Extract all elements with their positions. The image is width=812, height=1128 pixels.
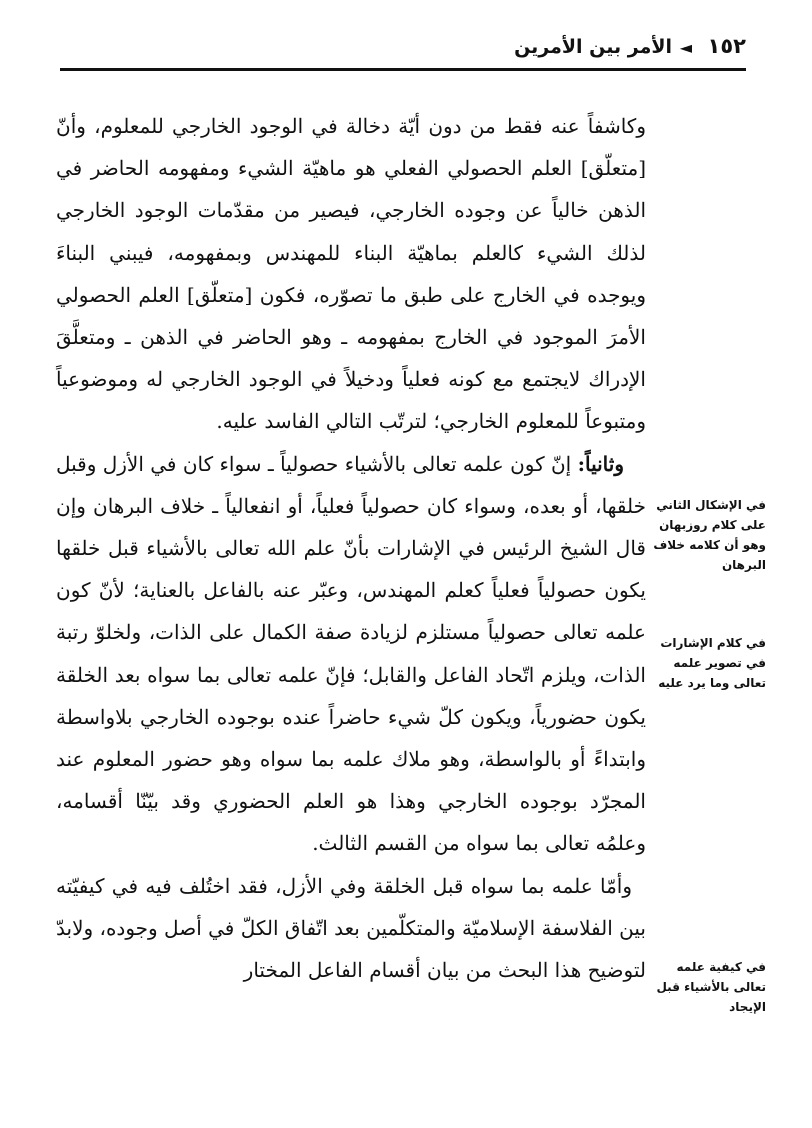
running-title: الأمر بين الأمرين: [514, 36, 672, 58]
page-number: ١٥٢: [707, 34, 746, 58]
running-header: [60, 30, 746, 66]
paragraph-2-lead: وثانياً:: [577, 451, 624, 476]
paragraph-1: وكاشفاً عنه فقط من دون أيّة دخالة في الوجود الخارجي للمعلوم، وأنّ [متعلّق] العلم الحصولي الفعلي هو ماهيّة الشيء ومفهومه الحاضر في الذهن خالياً عن وجوده الخارجي، فيصير من مقدّمات الوجود الخارجي لذلك الشيء كالعلم بماهيّة البناء للمهندس وبمفهومه، فيبني البناءَ ويوجده في الخارج على طبق ما تصوّره، فكون [متعلّق] العلم الحصولي الأمرَ الموجود في الخارج بمفهومه ـ وهو الحاضر في الذهن ـ ومتعلَّقَ الإدراك لايجتمع مع كونه فعلياً ودخيلاً في الوجود الخارجي له وموضوعياً ومتبوعاً للمعلوم الخارجي؛ لترتّب التالي الفاسد عليه.: [56, 114, 647, 434]
margin-note-1: في الإشكال الثاني على كلام روزبهان وهو أن كلامه خلاف البرهان: [653, 498, 766, 572]
body-text: [56, 105, 646, 991]
margin-note-2: في كلام الإشارات في تصوير علمه تعالى وما يرد عليه: [658, 636, 766, 690]
paragraph-2: [56, 443, 646, 865]
paragraph-2-text: إنّ كون علمه تعالى بالأشياء حصولياً ـ سواء كان في الأزل وقبل خلقها، أو بعده، وسواء كان حصولياً فعلياً، أو انفعالياً ـ خلاف البرهان وإن قال الشيخ الرئيس في الإشارات بأنّ علم الله تعالى بالأشياء قبل خلقها يكون حصولياً فعلياً كعلم المهندس، وعبّر عنه بالفاعل بالعناية؛ لأنّ كون علمه تعالى حصولياً مستلزم لزيادة صفة الكمال على الذات، ولخلوّ رتبة الذات، ويلزم اتّحاد الفاعل والقابل؛ فإنّ علمه تعالى بما سواه بعد الخلقة يكون حضورياً، ويكون كلّ شيء حاضراً عنده بوجوده الخارجي بلاواسطة وابتداءً أو بالواسطة، وهو ملاك علمه بما سواه وهو حضور المعلوم عند المجرّد بوجوده الخارجي وهذا هو العلم الحضوري وقد بيّنّا أقسامه، وعلمُه تعالى بما سواه من القسم الثالث.: [55, 451, 646, 856]
paragraph-3: وأمّا علمه بما سواه قبل الخلقة وفي الأزل، فقد اختُلف فيه في كيفيّته بين الفلاسفة الإسلاميّة والمتكلّمين بعد اتّفاق الكلّ في أصل وجوده، ولابدّ لتوضيح هذا البحث من بيان أقسام الفاعل المختار: [56, 873, 646, 983]
margin-note-3: في كيفية علمه تعالى بالأشياء قبل الإيجاد: [656, 960, 766, 1014]
arrow-left-icon: ◄: [679, 38, 692, 57]
header-rule: [60, 68, 746, 71]
